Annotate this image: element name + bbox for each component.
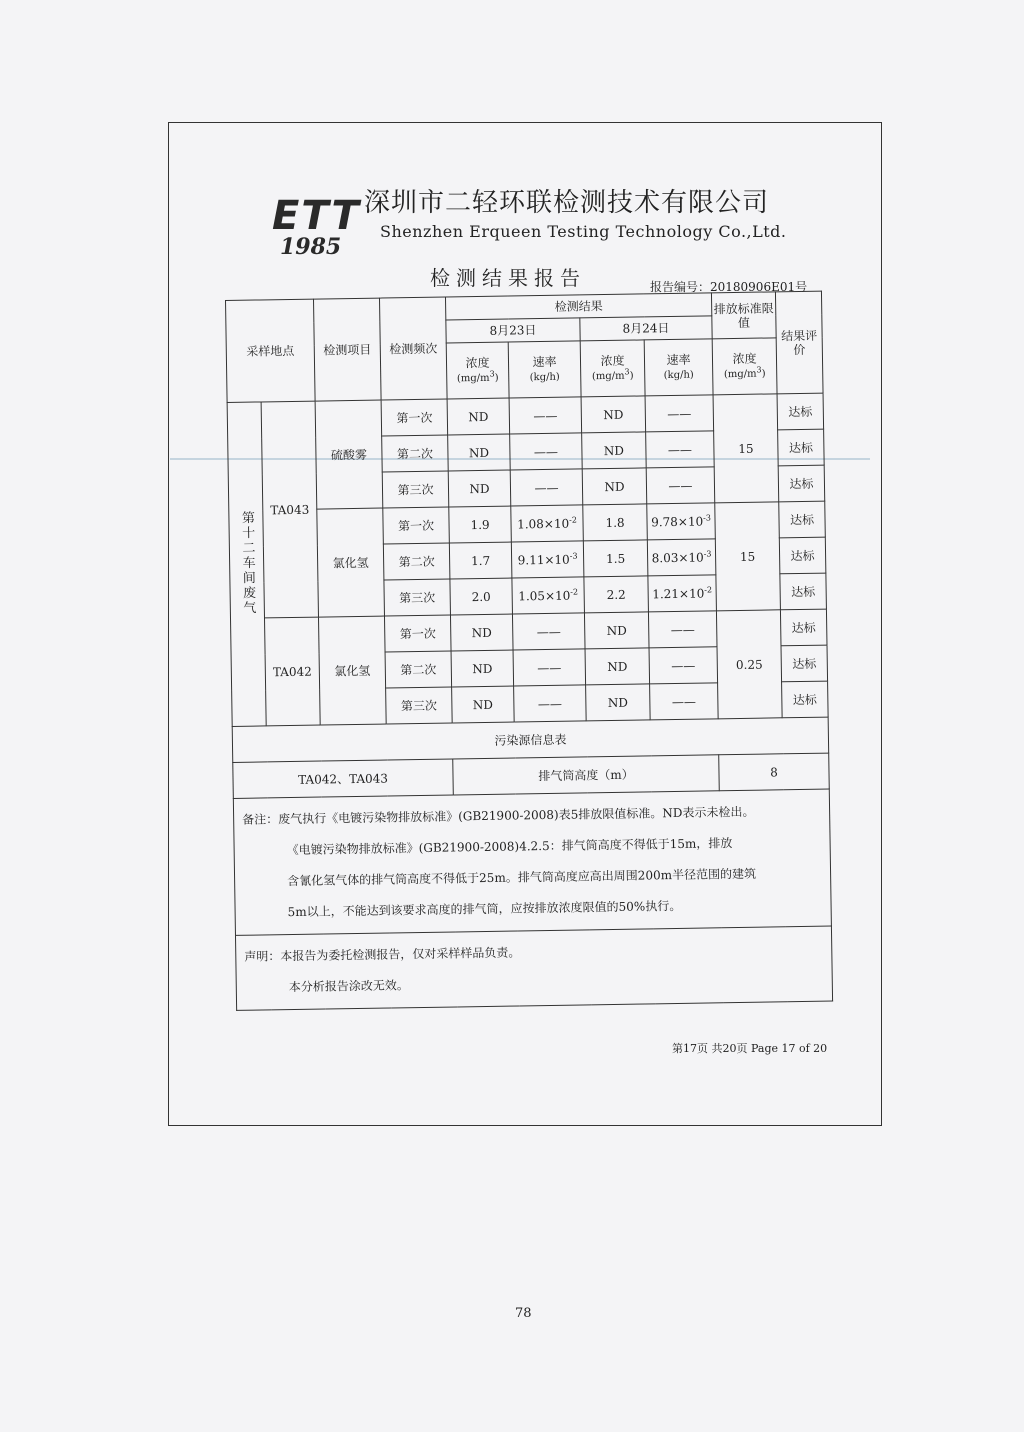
rate-cell: —— (648, 611, 717, 648)
company-name-en: Shenzhen Erqueen Testing Technology Co.,Ltd. (380, 222, 787, 241)
rate-cell: $1.21\times 10^{-2}$ (648, 575, 717, 612)
col-eval: 结果评价 (775, 291, 823, 394)
freq-cell: 第二次 (382, 435, 449, 472)
limit-hcl: 15 (715, 502, 781, 611)
conc-cell: 2.0 (450, 578, 513, 615)
rate-cell: —— (510, 469, 583, 506)
outlet-ta043: TA043 (261, 401, 318, 618)
site-group: 第十二车间废气 (227, 402, 266, 726)
conc-cell: 1.5 (583, 540, 648, 577)
col-site: 采样地点 (226, 299, 316, 402)
freq-cell: 第一次 (383, 507, 450, 544)
eval-cell: 达标 (779, 537, 826, 574)
conc-cell: ND (582, 432, 647, 469)
col-limit: 排放标准限值 (711, 292, 776, 339)
eval-cell: 达标 (780, 573, 827, 610)
eval-cell: 达标 (782, 681, 829, 718)
rate-cell: —— (514, 685, 587, 722)
rate-cell: —— (510, 433, 583, 470)
conc-cell: ND (448, 434, 511, 471)
conc-cell: ND (581, 396, 646, 433)
freq-cell: 第三次 (386, 687, 453, 724)
eval-cell: 达标 (778, 465, 825, 502)
conc-cell: 1.9 (449, 506, 512, 543)
eval-cell: 达标 (778, 429, 825, 466)
limit-sulfuric: 15 (713, 394, 779, 503)
logo-year: 1985 (280, 234, 342, 260)
rate-cell: —— (649, 647, 718, 684)
rate-cell: —— (645, 395, 714, 432)
eval-cell: 达标 (777, 393, 824, 430)
item-sulfuric: 硫酸雾 (315, 400, 383, 509)
freq-cell: 第一次 (381, 399, 448, 436)
eval-cell: 达标 (779, 501, 826, 538)
rate-cell: —— (512, 613, 585, 650)
rate-cell: —— (513, 649, 586, 686)
conc-cell: 2.2 (584, 576, 649, 613)
rate-cell: $9.11\times 10^{-3}$ (511, 541, 584, 578)
rate-cell: —— (646, 467, 715, 504)
company-logo (272, 193, 362, 260)
rate-cell: $9.78\times 10^{-3}$ (647, 503, 716, 540)
rate-header-1: 速率 (kg/h) (508, 341, 581, 398)
report-number: 报告编号：20180906E01号 (650, 280, 808, 294)
freq-cell: 第三次 (384, 579, 451, 616)
stack-value: 8 (719, 753, 830, 791)
document-title: 检测结果报告 (430, 266, 586, 290)
rate-cell: $1.05\times 10^{-2}$ (512, 577, 585, 614)
col-freq: 检测频次 (380, 297, 448, 400)
conc-cell: ND (586, 684, 651, 721)
conc-cell: ND (450, 614, 513, 651)
company-name-cn: 深圳市二轻环联检测技术有限公司 (364, 188, 770, 218)
conc-header-2: 浓度 $(mg/m^3)$ (580, 340, 645, 397)
rate-cell: —— (646, 431, 715, 468)
freq-cell: 第一次 (384, 615, 451, 652)
limit-hcl-2: 0.25 (716, 610, 782, 719)
source-outlets: TA042、TA043 (233, 759, 454, 798)
freq-cell: 第二次 (385, 651, 452, 688)
rate-header-2: 速率 (kg/h) (644, 339, 713, 396)
conc-cell: ND (584, 612, 649, 649)
rate-cell: $1.08\times 10^{-2}$ (511, 505, 584, 542)
statement: 声明：本报告为委托检测报告，仅对采样样品负责。 本分析报告涂改无效。 (235, 926, 832, 1010)
freq-cell: 第二次 (383, 543, 450, 580)
page-number: 78 (515, 1306, 532, 1321)
eval-cell: 达标 (781, 645, 828, 682)
conc-cell: ND (447, 398, 510, 435)
date1: 8月23日 (446, 318, 580, 343)
date2: 8月24日 (580, 316, 712, 341)
logo-text: ETT (272, 193, 361, 239)
notes: 备注：废气执行《电镀污染物排放标准》(GB21900-2008)表5排放限值标准。ND表示未检出。 《电镀污染物排放标准》(GB21900-2008)4.2.5：排气筒高度不得低于15m，排放 含氰化氢气体的排气筒高度不得低于25m。排气筒高度应高出周围200m半径范围的建筑 5m以上，不能达到该要求高度的排气筒，应按排放浓度限值的50%执行。 (233, 789, 831, 935)
conc-cell: ND (452, 686, 515, 723)
conc-cell: ND (582, 468, 647, 505)
conc-cell: 1.7 (449, 542, 512, 579)
conc-cell: ND (451, 650, 514, 687)
rate-cell: $8.03\times 10^{-3}$ (647, 539, 716, 576)
outlet-ta042: TA042 (264, 617, 320, 726)
stack-label: 排气筒高度（m） (453, 755, 720, 795)
conc-cell: ND (585, 648, 650, 685)
conc-cell: 1.8 (583, 504, 648, 541)
item-hcl-2: 氯化氢 (319, 616, 387, 725)
rate-cell: —— (509, 397, 582, 434)
conc-header-1: 浓度 $(mg/m^3)$ (446, 342, 509, 399)
freq-cell: 第三次 (382, 471, 449, 508)
source-title: 污染源信息表 (232, 717, 829, 762)
item-hcl: 氯化氢 (317, 508, 385, 617)
col-item: 检测项目 (314, 298, 382, 401)
eval-cell: 达标 (780, 609, 827, 646)
col-result: 检测结果 (445, 293, 711, 320)
results-table (225, 291, 833, 1011)
page-info: 第17页 共20页 Page 17 of 20 (672, 1042, 828, 1055)
conc-cell: ND (448, 470, 511, 507)
rate-cell: —— (650, 683, 719, 720)
limit-conc-header: 浓度 $(mg/m^3)$ (712, 338, 777, 395)
